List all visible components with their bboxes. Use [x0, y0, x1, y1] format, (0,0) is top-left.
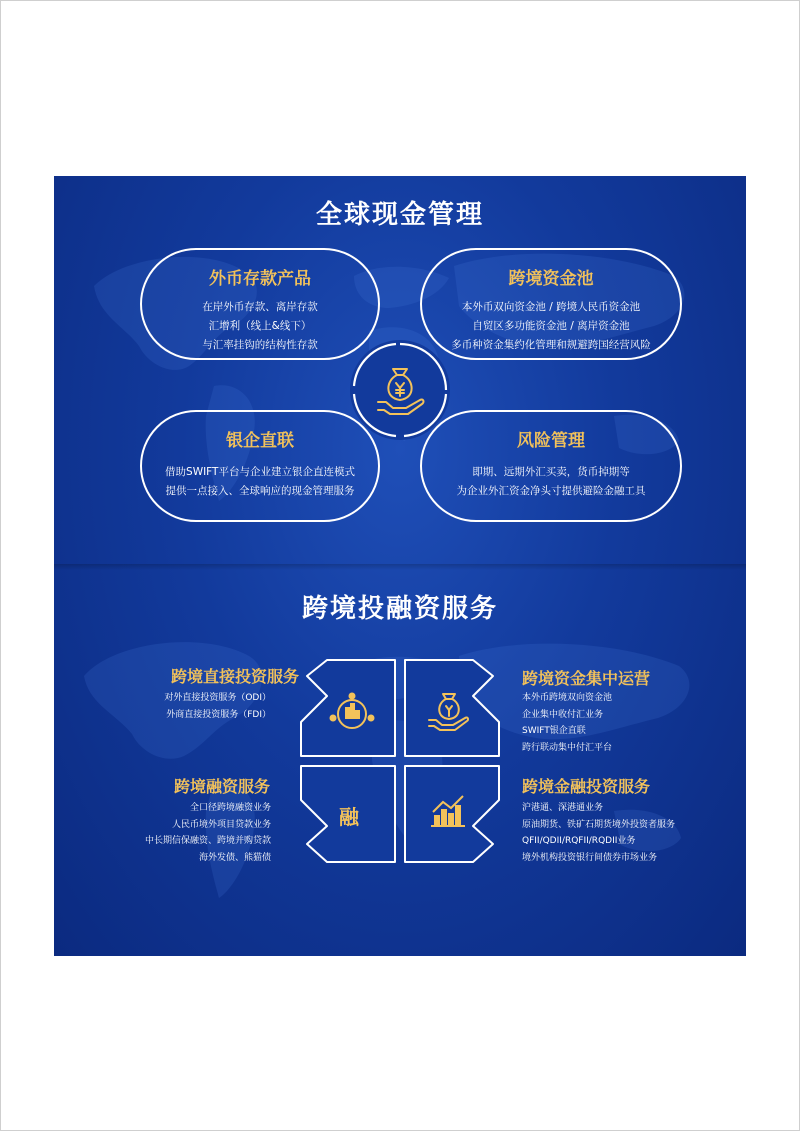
card-title: 银企直联	[226, 431, 294, 451]
card-risk-management	[420, 410, 682, 522]
hub-money-icon	[346, 336, 454, 444]
card-title: 外币存款产品	[209, 269, 311, 289]
block-line: 海外发债、熊猫债	[198, 852, 271, 863]
rong-character-icon	[339, 805, 360, 829]
block-title: 跨境金融投资服务	[522, 777, 651, 796]
block-line: 人民币境外项目贷款业务	[171, 819, 271, 830]
block-list	[164, 690, 271, 723]
card-line: 借助SWIFT平台与企业建立银企直连模式	[165, 466, 355, 478]
block-line: QFII/QDII/RQFII/RQDII业务	[522, 836, 636, 846]
block-line: 全口径跨境融资业务	[189, 803, 271, 813]
card-cash-pool	[420, 248, 682, 360]
block-line: 沪港通、深港通业务	[522, 803, 604, 813]
card-line: 自贸区多功能资金池 / 离岸资金池	[472, 320, 630, 332]
card-line: 即期、远期外汇买卖，货币掉期等	[472, 466, 630, 478]
svg-text:融: 融	[339, 805, 359, 829]
block-line: 中长期信保融资、跨境并购贷款	[144, 836, 271, 846]
block-line: 对外直接投资服务（ODI）	[164, 693, 271, 703]
block-line: 外商直接投资服务（FDI）	[166, 709, 271, 720]
card-line: 汇增利（线上&线下）	[208, 320, 312, 332]
block-list	[145, 800, 271, 866]
section-divider	[54, 564, 746, 570]
card-line: 在岸外币存款、离岸存款	[202, 301, 318, 313]
block-line: 本外币跨境双向资金池	[522, 693, 613, 703]
section1-title: 全球现金管理	[315, 200, 484, 230]
block-line: 跨行联动集中付汇平台	[522, 742, 613, 753]
card-line: 为企业外汇资金净头寸提供避险金融工具	[456, 485, 646, 497]
block-title: 跨境直接投资服务	[170, 667, 299, 686]
block-title: 跨境融资服务	[173, 777, 270, 796]
block-list	[522, 800, 675, 866]
card-line: 提供一点接入、全球响应的现金管理服务	[165, 485, 355, 497]
block-line: 境外机构投资银行间债券市场业务	[522, 852, 658, 863]
section2-title: 跨境投融资服务	[301, 594, 498, 624]
card-line: 多币种资金集约化管理和规避跨国经营风险	[451, 339, 651, 351]
block-list	[522, 690, 612, 756]
card-title: 跨境资金池	[508, 269, 594, 289]
card-line: 本外币双向资金池 / 跨境人民币资金池	[461, 301, 641, 313]
poster	[54, 176, 746, 956]
block-title: 跨境资金集中运营	[522, 669, 651, 688]
card-bank-enterprise-link	[140, 410, 380, 522]
block-line: 企业集中收付汇业务	[522, 709, 604, 720]
block-line: SWIFT银企直联	[522, 726, 586, 736]
card-line: 与汇率挂钩的结构性存款	[202, 339, 318, 351]
quadrant-arrows-graphic	[297, 656, 503, 866]
card-title: 风险管理	[517, 431, 585, 451]
card-foreign-deposit	[140, 248, 380, 360]
block-line: 原油期货、铁矿石期货境外投资者服务	[522, 819, 676, 830]
